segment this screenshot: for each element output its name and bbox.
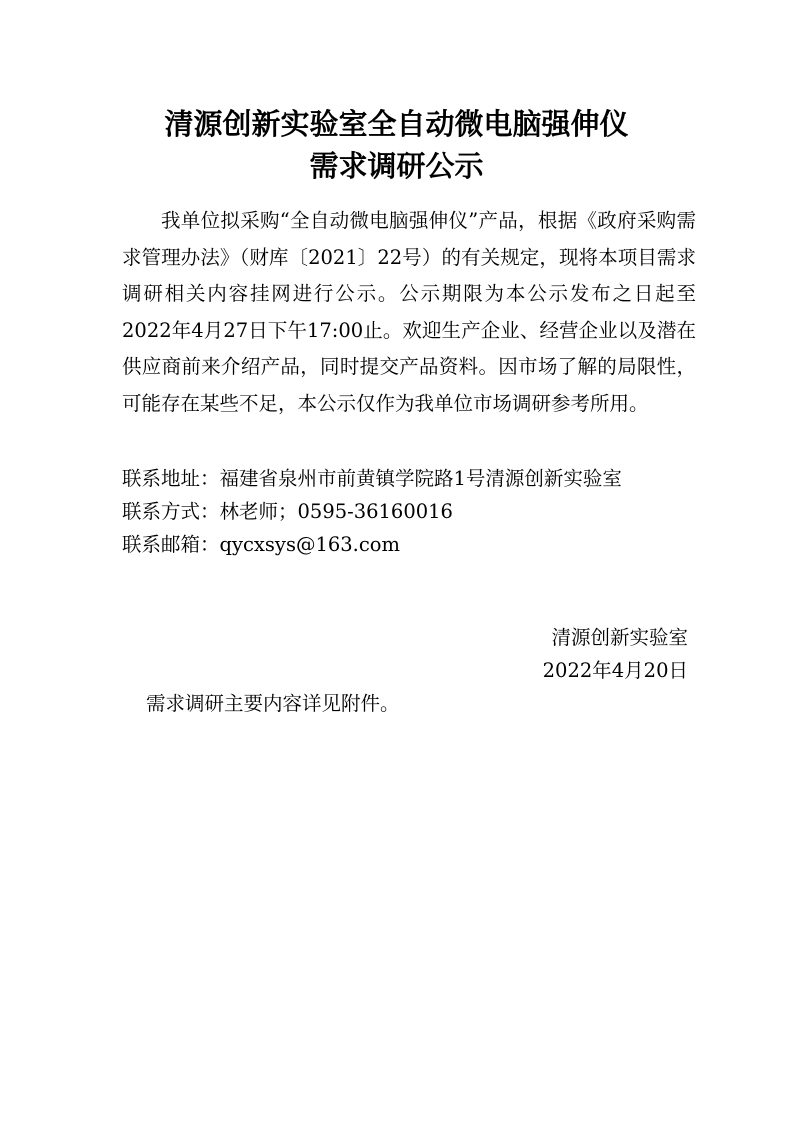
contact-address: 联系地址：福建省泉州市前黄镇学院路1号清源创新实验室 [122,467,622,490]
document-title-line-2: 需求调研公示 [309,149,484,183]
attachment-note: 需求调研主要内容详见附件。 [146,692,400,715]
signature-date: 2022年4月20日 [542,659,688,682]
contact-phone: 联系方式：林老师；0595-36160016 [122,500,453,523]
announcement-body: 我单位拟采购“全自动微电脑强伸仪”产品，根据《政府采购需求管理办法》（财库〔2021〕22号）的有关规定，现将本项目需求调研相关内容挂网进行公示。公示期限为本公示发布之日起至2022年4月27日下午17:00止。欢迎生产企业、经营企业以及潜在供应商前来介绍产品，同时提交产品资料。因市场了解的局限性，可能存在某些不足，本公示仅作为我单位市场调研参考所用。 [122,209,696,415]
signature-organization: 清源创新实验室 [551,626,688,649]
contact-email: 联系邮箱：qycxsys@163.com [122,533,401,556]
document-title-line-1: 清源创新实验室全自动微电脑强伸仪 [164,107,629,141]
